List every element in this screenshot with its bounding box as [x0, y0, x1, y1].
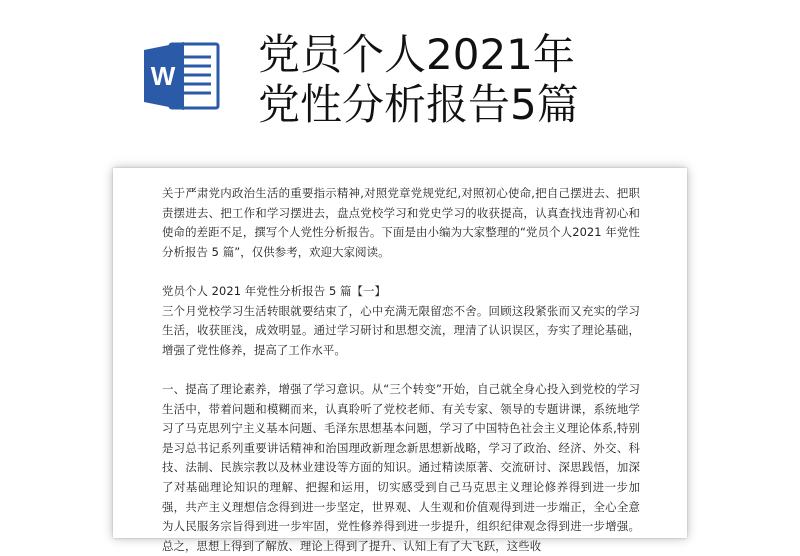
paragraph-spacer [162, 360, 640, 380]
intro-paragraph: 关于严肃党内政治生活的重要指示精神,对照党章党规党纪,对照初心使命,把自己摆进去、把职责摆进去、把工作和学习摆进去，盘点党校学习和党史学习的收获提高，认真查找违背初心和使命的差距不足，撰写个人党性分析报告。下面是由小编为大家整理的“党员个人2021 年党性分析报告 5 篇”，仅供参考，欢迎大家阅读。 [162, 186, 640, 259]
section-heading: 党员个人 2021 年党性分析报告 5 篇【一】 [162, 283, 386, 298]
document-body [162, 184, 640, 556]
body-paragraph-2: 一、提高了理论素养，增强了学习意识。从“三个转变”开始，自己就全身心投入到党校的学习生活中，带着问题和模糊而来，认真聆听了党校老师、有关专家、领导的专题讲课，系统地学习了马克思列宁主义基本问题、毛泽东思想基本问题，学习了中国特色社会主义理论体系,特别是习总书记系列重要讲话精神和治国理政新理念新思想新战略，学习了政治、经济、外交、科技、法制、民族宗教以及林业建设等方面的知识。通过精读原著、交流研讨、深思践悟，加深了对基础理论知识的理解、把握和运用，切实感受到自己马克思主义理论修养得到进一步加强，共产主义理想信念得到进一步坚定，世界观、人生观和价值观得到进一步端正，全心全意为人民服务宗旨得到进一步牢固，党性修养得到进一步提升，组织纪律观念得到进一步增强。总之，思想上得到了解放、理论上得到了提升、认知上有了大飞跃，这些收 [162, 381, 640, 553]
word-document-icon [140, 40, 220, 112]
title-line-1: 党员个人2021年 [258, 30, 575, 79]
word-icon-letter: W [150, 61, 176, 91]
paragraph-spacer [162, 262, 640, 282]
title-line-2: 党性分析报告5篇 [258, 80, 579, 129]
header [0, 0, 800, 160]
body-paragraph-1: 三个月党校学习生活转眼就要结束了，心中充满无限留恋不舍。回顾这段紧张而又充实的学习生活，收获匪浅，成效明显。通过学习研讨和思想交流，理清了认识误区，夯实了理论基础，增强了党性修养，提高了工作水平。 [162, 303, 640, 357]
document-page [113, 168, 687, 553]
page-title [258, 30, 579, 130]
